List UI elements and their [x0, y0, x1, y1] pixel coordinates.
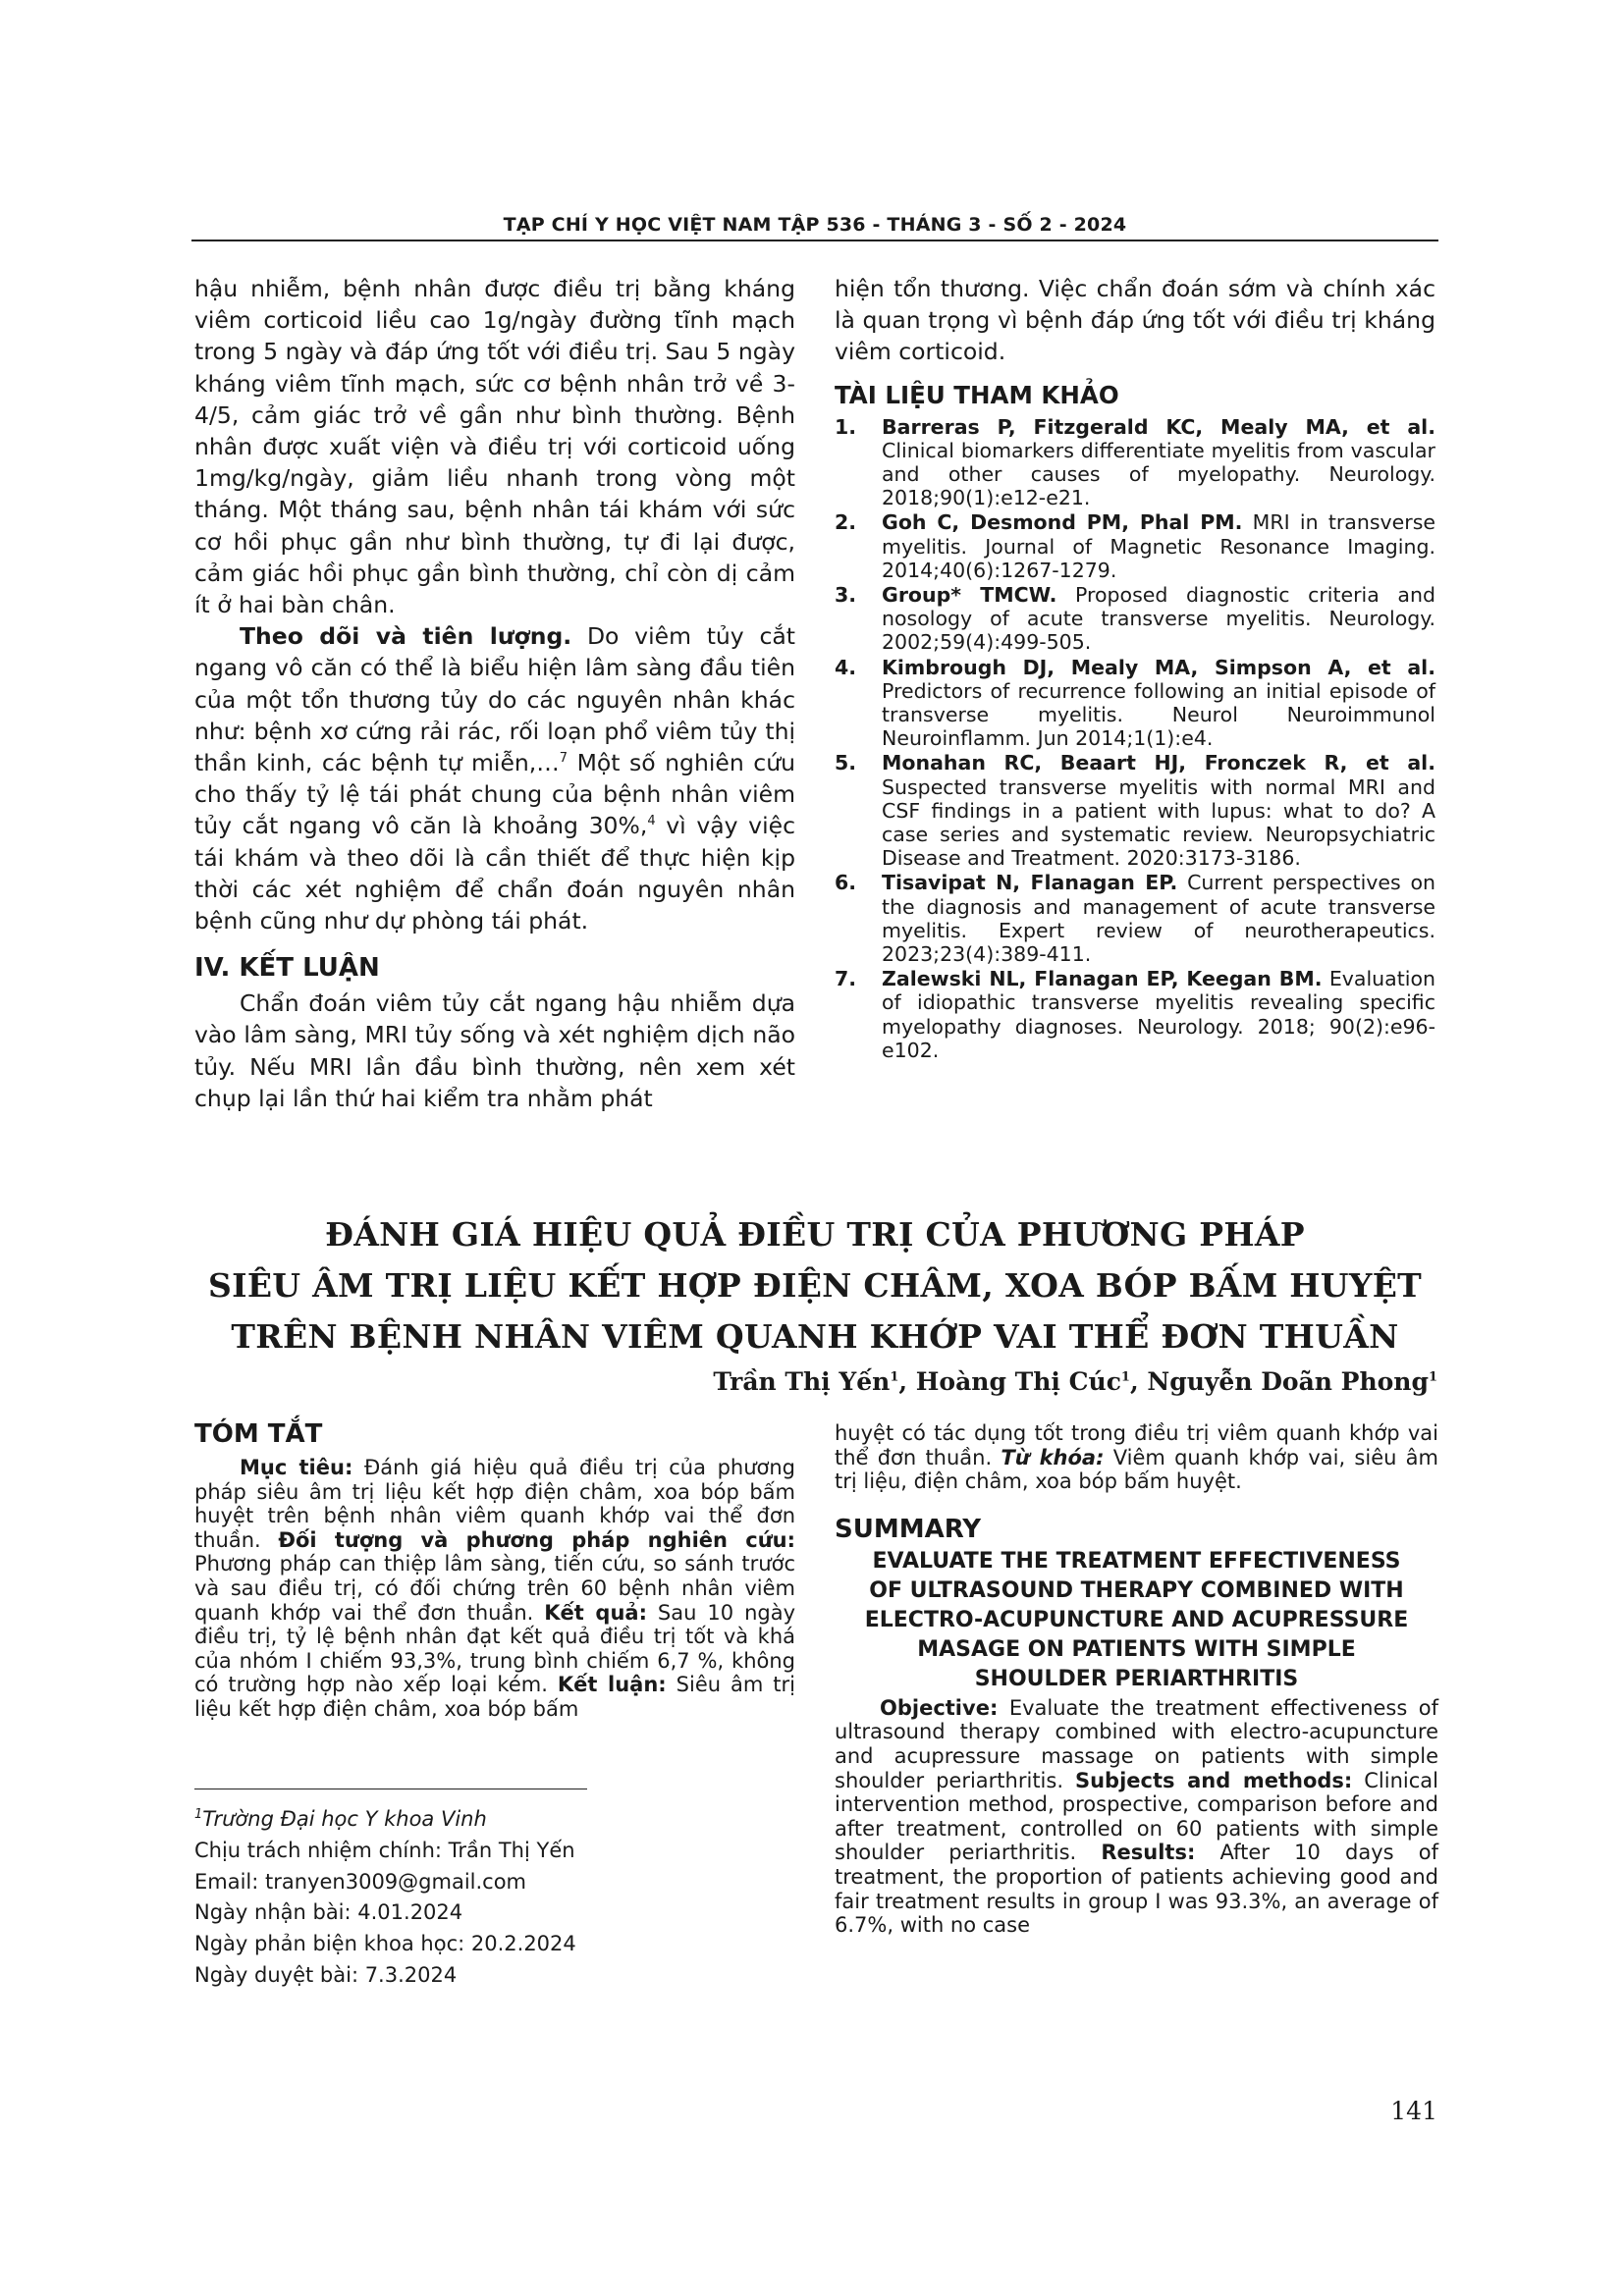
reference-text: Clinical biomarkers differentiate myelitis from vascular and other causes of myelopathy. Neurology. 2018;90(1):e12-e21. [882, 438, 1435, 510]
reference-item [835, 510, 1435, 582]
summary-title-line: ELECTRO-ACUPUNCTURE AND ACUPRESSURE [864, 1607, 1409, 1632]
conclusion-continuation: hiện tổn thương. Việc chẩn đoán sớm và chính xác là quan trọng vì bệnh đáp ứng tốt với điều trị kháng viêm corticoid. [835, 275, 1435, 366]
conclusion-label: Kết luận: [557, 1673, 667, 1697]
summary-heading: SUMMARY [835, 1514, 982, 1544]
reference-number: 7. [835, 967, 857, 991]
summary-title [835, 1547, 1438, 1694]
reference-list [835, 415, 1435, 1062]
followup-text-b: Một số nghiên cứu cho thấy tỷ lệ tái phát chung của bệnh nhân viêm tủy cắt ngang vô căn là khoảng 30%, [194, 749, 795, 840]
objective-label: Mục tiêu: [240, 1456, 353, 1479]
conclusion-text: Siêu âm trị liệu kết hợp điện châm, xoa bóp bấm [194, 1673, 795, 1721]
title-line: TRÊN BỆNH NHÂN VIÊM QUANH KHỚP VAI THỂ ĐƠN THUẦN [231, 1317, 1399, 1356]
footnotes [194, 1804, 784, 1992]
reference-text: Proposed diagnostic criteria and nosology of acute transverse myelitis. Neurology. 2002;59(4):499-505. [882, 583, 1435, 655]
author-affiliation-mark: 1 [1428, 1369, 1437, 1385]
title-line: ĐÁNH GIÁ HIỆU QUẢ ĐIỀU TRỊ CỦA PHƯƠNG PHÁP [325, 1215, 1305, 1254]
author-affiliation-mark: 1 [890, 1369, 899, 1385]
citation-4: 4 [647, 814, 656, 829]
en-methods-text: Clinical intervention method, prospective, comparison before and after treatment, controlled on 60 patients with simple shoulder periarthritis. [835, 1768, 1438, 1865]
abstract-vi-text [194, 1456, 795, 1722]
reference-authors: Barreras P, Fitzgerald KC, Mealy MA, et al. [882, 414, 1435, 439]
keywords-label: Từ khóa: [1001, 1445, 1105, 1469]
citation-7: 7 [559, 751, 568, 767]
reference-authors: Group* TMCW. [882, 583, 1057, 608]
accepted-date: Ngày duyệt bài: 7.3.2024 [194, 1962, 458, 1987]
received-date: Ngày nhận bài: 4.01.2024 [194, 1900, 463, 1925]
reference-item [835, 656, 1435, 751]
abstract-en-column [835, 1421, 1438, 1938]
reference-item [835, 415, 1435, 510]
reference-item [835, 583, 1435, 655]
journal-header: TẠP CHÍ Y HỌC VIỆT NAM TẬP 536 - THÁNG 3 - SỐ 2 - 2024 [503, 214, 1127, 236]
summary-title-line: SHOULDER PERIARTHRITIS [974, 1666, 1299, 1691]
conclusion-continuation-text: huyệt có tác dụng tốt trong điều trị viêm quanh khớp vai thể đơn thuần. [835, 1421, 1438, 1469]
summary-title-line: EVALUATE THE TREATMENT EFFECTIVENESS [872, 1548, 1401, 1574]
page-number: 141 [1390, 2097, 1437, 2125]
reference-authors: Zalewski NL, Flanagan EP, Keegan BM. [882, 967, 1323, 991]
title-line: SIÊU ÂM TRỊ LIỆU KẾT HỢP ĐIỆN CHÂM, XOA BÓP BẤM HUYỆT [207, 1266, 1423, 1305]
case-paragraph: hậu nhiễm, bệnh nhân được điều trị bằng kháng viêm corticoid liều cao 1g/ngày đường tĩnh mạch trong 5 ngày và đáp ứng tốt với điều trị. Sau 5 ngày kháng viêm tĩnh mạch, sức cơ bệnh nhân trở về 3-4/5, cảm giác trở về gần như bình thường. Bệnh nhân được xuất viện và điều trị với corticoid uống 1mg/kg/ngày, giảm liều nhanh trong vòng một tháng. Một tháng sau, bệnh nhân tái khám với sức cơ hồi phục gần như bình thường, tự đi lại được, cảm giác hồi phục gần bình thường, chỉ còn dị cảm ít ở hai bàn chân. [194, 275, 795, 619]
methods-text: Phương pháp can thiệp lâm sàng, tiến cứu, so sánh trước và sau điều trị, có đối chứng trên 60 bệnh nhân viêm quanh khớp vai thể đơn thuần. [194, 1552, 795, 1625]
reference-item [835, 751, 1435, 870]
conclusion-heading: IV. KẾT LUẬN [194, 953, 380, 984]
abstract-vi-continuation [835, 1421, 1438, 1494]
results-text: Sau 10 ngày điều trị, tỷ lệ bệnh nhân đạt kết quả điều trị tốt và khá của nhóm I chiếm 93,3%, trung bình chiếm 6,7 %, không có trường hợp nào xếp loại kém. [194, 1600, 796, 1697]
en-objective-label: Objective: [880, 1695, 999, 1720]
followup-heading: Theo dõi và tiên lượng. [240, 622, 572, 651]
reference-text: Current perspectives on the diagnosis and management of acute transverse myelitis. Expert review of neurotherapeutics. 2023;23(4):389-411. [882, 871, 1435, 967]
reference-text: Evaluation of idiopathic transverse myelitis revealing specific myelopathy diagnoses. Neurology. 2018; 90(2):e96-e102. [882, 967, 1435, 1062]
objective-text: Đánh giá hiệu quả điều trị của phương pháp siêu âm trị liệu kết hợp điện châm, xoa bóp bấm huyệt trên bệnh nhân viêm quanh khớp vai thể đơn thuần. [194, 1456, 796, 1552]
reference-authors: Monahan RC, Beaart HJ, Fronczek R, et al. [882, 751, 1435, 775]
reference-item [835, 871, 1435, 966]
methods-label: Đối tượng và phương pháp nghiên cứu: [278, 1527, 795, 1552]
reference-text: Predictors of recurrence following an initial episode of transverse myelitis. Neurol Neuroimmunol Neuroinflamm. Jun 2014;1(1):e4. [882, 678, 1435, 751]
author-list: Trần Thị Yến$^1$, Hoàng Thị Cúc$^1$, Nguyễn Doãn Phong$^1$ [713, 1367, 1437, 1396]
affiliation-mark: 1 [194, 1807, 203, 1822]
author-name: Nguyễn Doãn Phong [1147, 1367, 1429, 1396]
responsible-author: Chịu trách nhiệm chính: Trần Thị Yến [194, 1838, 575, 1862]
summary-title-line: MASAGE ON PATIENTS WITH SIMPLE [917, 1636, 1356, 1662]
header-rule [191, 240, 1438, 241]
author-affiliation-mark: 1 [1120, 1369, 1130, 1385]
followup-text-a: Do viêm tủy cắt ngang vô căn có thể là biểu hiện lâm sàng đầu tiên của một tổn thương tủy do các nguyên nhân khác như: bệnh xơ cứng rải rác, rối loạn phổ viêm tủy thị thần kinh, các bệnh tự miễn,… [194, 622, 795, 777]
author-name: Trần Thị Yến [713, 1367, 891, 1396]
abstract-heading: TÓM TẮT [194, 1419, 323, 1449]
reference-item [835, 967, 1435, 1062]
reference-authors: Kimbrough DJ, Mealy MA, Simpson A, et al. [882, 655, 1435, 679]
reference-number: 5. [835, 751, 857, 775]
references-heading: TÀI LIỆU THAM KHẢO [835, 380, 1119, 409]
reference-text: Suspected transverse myelitis with normal MRI and CSF findings in a patient with lupus: what to do? A case series and systematic review. Neuropsychiatric Disease and Treatment. 2020:3173-3186. [882, 774, 1435, 871]
summary-title-line: OF ULTRASOUND THERAPY COMBINED WITH [869, 1577, 1404, 1603]
conclusion-paragraph: Chẩn đoán viêm tủy cắt ngang hậu nhiễm dựa vào lâm sàng, MRI tủy sống và xét nghiệm dịch não tủy. Nếu MRI lần đầu bình thường, nên xem xét chụp lại lần thứ hai kiểm tra nhằm phát [194, 989, 795, 1112]
followup-text-c: vì vậy việc tái khám và theo dõi là cần thiết để thực hiện kịp thời các xét nghiệm để chẩn đoán nguyên nhân bệnh cũng như dự phòng tái phát. [194, 812, 795, 935]
prev-article-left-column [194, 273, 795, 1114]
reference-number: 1. [835, 414, 857, 439]
results-label: Kết quả: [544, 1600, 647, 1625]
abstract-vi-column [194, 1418, 795, 1722]
contact-email: Email: tranyen3009@gmail.com [194, 1869, 527, 1894]
reference-text: MRI in transverse myelitis. Journal of Magnetic Resonance Imaging. 2014;40(6):1267-1279. [882, 510, 1435, 582]
en-objective-text: Evaluate the treatment effectiveness of ultrasound therapy combined with electro-acupuncture and acupressure massage on patients with simple shoulder periarthritis. [835, 1695, 1438, 1792]
reference-number: 2. [835, 510, 857, 535]
author-name: Hoàng Thị Cúc [915, 1367, 1121, 1396]
en-methods-label: Subjects and methods: [1074, 1768, 1353, 1792]
prev-article-right-column [835, 273, 1435, 1063]
affiliation-note [194, 1804, 784, 1836]
article-title [191, 1209, 1438, 1362]
reference-number: 4. [835, 655, 857, 679]
en-results-label: Results: [1101, 1841, 1196, 1865]
review-date: Ngày phản biện khoa học: 20.2.2024 [194, 1932, 576, 1956]
followup-paragraph [194, 620, 795, 936]
summary-text [835, 1696, 1438, 1938]
reference-authors: Goh C, Desmond PM, Phal PM. [882, 510, 1243, 535]
affiliation-text: Trường Đại học Y khoa Vinh [202, 1807, 487, 1831]
reference-authors: Tisavipat N, Flanagan EP. [882, 871, 1178, 895]
reference-number: 3. [835, 583, 857, 608]
reference-number: 6. [835, 871, 857, 895]
en-results-text: After 10 days of treatment, the proportion of patients achieving good and fair treatment results in group I was 93.3%, an average of 6.7%, with no case [835, 1841, 1438, 1938]
keywords-text: Viêm quanh khớp vai, siêu âm trị liệu, điện châm, xoa bóp bấm huyệt. [835, 1445, 1438, 1494]
